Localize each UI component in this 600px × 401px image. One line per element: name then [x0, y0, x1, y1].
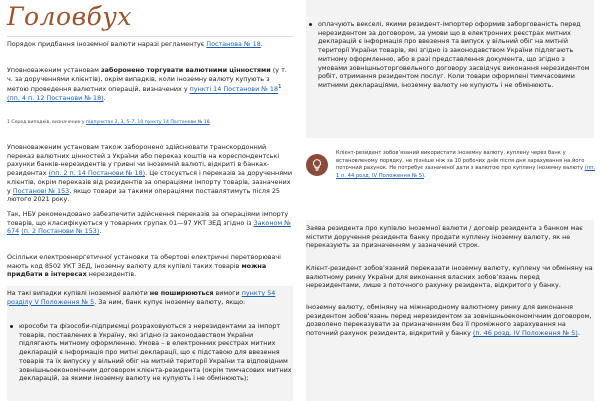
text: На такі випадки купівлі іноземної валюти [7, 289, 150, 297]
bullet-text: юрособи та фізособи-підприємці розраховуються з нерезидентами за імпорт товарів, поставлених в Україну, які згідно із законодавством України підлягають митному оформленню. Умова – в електронних реєстрах митних декларацій є інформація про митні декларації, що є підставою для ввезення товарів та їх випуску у вільний обіг на митній території України та відповідним зовнішньоекономічним договором клієнта-резидента (окрім тимчасових митних декларацій, за якими іноземну валюту не купують і не обмінюють); [19, 322, 292, 383]
text: Порядок придбання іноземної валюти наразі регламентує [7, 40, 207, 48]
paragraph-prohibition [7, 66, 293, 103]
text: (у т. ч. за дорученнями клієнтів), окрім випадків, коли іноземну валюту купують з метою проведення валютних операцій, визначених у [7, 66, 287, 94]
divider [7, 36, 293, 37]
text: 1 Серед випадків, визначених у [7, 120, 87, 125]
note-block [306, 150, 596, 196]
link-p46[interactable]: (п. 46 розд. IV Положення № 5) [472, 329, 578, 338]
link-postanova-153[interactable]: Постанові № 153 [12, 186, 70, 195]
footnote-ref: 1 [278, 84, 282, 91]
link-pp1-p44[interactable]: (пп. 1 п. 44 розд. IV Положення № 5) [336, 165, 596, 179]
lightbulb-icon [306, 154, 328, 176]
bold-text: не поширюються [149, 289, 214, 297]
text: . Це стосується і переказів за дорученнями клієнтів, окрім переказів від резидентів за операціями імпорту товарів, зазначених у [7, 169, 293, 195]
link-punkt-54[interactable]: пункту 54 розділу V Положення № 5 [7, 289, 276, 306]
text: нерезидентів. [86, 270, 137, 279]
link-p2-postanovy-153[interactable]: (п. 2 Постанови № 153) [21, 227, 100, 236]
bold-text: в інтересах [44, 270, 87, 279]
text: Клієнт-резидент зобов’язаний використати іноземну валюту, куплену через банк у встановленому порядку, не пізніше ніж за 10 робочих днів після дня зарахування на його поточний рахунок. Не потребує зазначеної дати з валютою про куплену іноземну валюту [336, 150, 585, 172]
paragraph-transfer [7, 143, 293, 204]
bold-text: заборонено торгувати валютними цінностями [100, 66, 271, 74]
paragraph-intro [7, 40, 293, 49]
text: . [103, 94, 106, 103]
text: . [424, 172, 426, 179]
text: вимоги [213, 289, 242, 297]
site-logo[interactable]: Головбух [7, 2, 132, 31]
list-item [306, 20, 594, 90]
text: , якщо товари за такими операціями поставлятимуть після 25 лютого 2021 року. [7, 186, 280, 204]
link-pp2-p14[interactable]: (пп. 2 п. 14 Постанови № 18) [48, 169, 146, 178]
text: Клієнт-резидент зобов’язаний переказати іноземну валюту, куплену чи обміняну на валютному ринку України для виконання власних зобов’язань перед нерезидентами, лише з поточного рахунку резидента, відкритого у банку. [306, 264, 593, 290]
paragraph-obligation [306, 264, 594, 290]
paragraph-nbu [7, 210, 293, 236]
text: . [99, 227, 102, 236]
text: Заява резидента про купівлю іноземної валюти / договір резидента з банком має містити доручення резидента банку продати куплену іноземну валюту, як не переказують за призначенням у зазначений строк. [306, 224, 583, 250]
bold-text: можна придбати [7, 261, 267, 279]
text: Осілльки електроенергетичної установки та обертові електричні перетворювачі мають код 8502 УКТ ЗЕД, іноземну валюту для купівлі таких товарів [7, 253, 281, 270]
text: . [260, 40, 263, 48]
paragraph-energy [7, 253, 293, 279]
text: Уповноваженим установам також заборонено здійснювати транскордонний переказ валютних цінностей з України або переказ коштів на кореспондентські рахунки банків-нерезидентів у гривні чи іноземній валюті, відкриті в банках-резидентах [7, 143, 280, 178]
footnote [7, 120, 293, 126]
bullet-text: оплачують векселі, якими резидент-імпортер оформив заборгованість перед нерезидентом за договором, за умови що в електронних реєстрах митних декларацій є інформація про ввезення та випуск у вільний обіг на митній території України товарів, які згідно із законодавством України підлягають митному оформленню, або в разі представлення документа, що згідно з умовами зовнішньоторговельного договору засвідчує виконання нерезидентом робіт, отримання резидентом послуг. Коли товари оформлені тимчасовими митними деклараціями, іноземну валюту не купують і не обмінюють. [318, 20, 590, 89]
paragraph-exchange [306, 303, 594, 338]
link-zakon-674[interactable]: Законом № 674 [7, 218, 291, 236]
link-punkt-14[interactable]: пункті 14 Постанови № 18 [189, 85, 279, 94]
note-text [336, 150, 596, 180]
text: . За ним, банк купує іноземну валюту, якщо: [94, 297, 246, 306]
link-postanova-18[interactable]: Постанова № 18 [206, 40, 261, 48]
text: . [209, 120, 212, 125]
lightbulb-icon-graphic [310, 158, 324, 172]
list-item [7, 322, 293, 383]
paragraph-application [306, 224, 594, 250]
paragraph-exceptions [7, 289, 293, 306]
link-footnote[interactable]: підпунктах 2, 3, 5–7, 10 пункту 14 Постанови № 18 [86, 120, 210, 125]
text: . [577, 329, 580, 338]
text: Так, НБУ рекомендовано забезпечити здійснення переказів за операціями імпорту товарів, що класифікуються у товарних групах 01—97 УКТ ЗЕД згідно із [7, 210, 289, 227]
link-pp4-p12[interactable]: (пп. 4 п. 12 Постанови № 18) [7, 94, 104, 103]
text: Уповноваженим установам [7, 66, 101, 74]
text: Іноземну валюту, обміняну на міжнародному валютному ринку для виконання резидентом зобов’язань перед нерезидентом за зовнішньоекономічним договором, дозволено переказувати за призначенням без її проміжного зарахування на поточний рахунок резидента, відкритий у банку [306, 303, 592, 338]
